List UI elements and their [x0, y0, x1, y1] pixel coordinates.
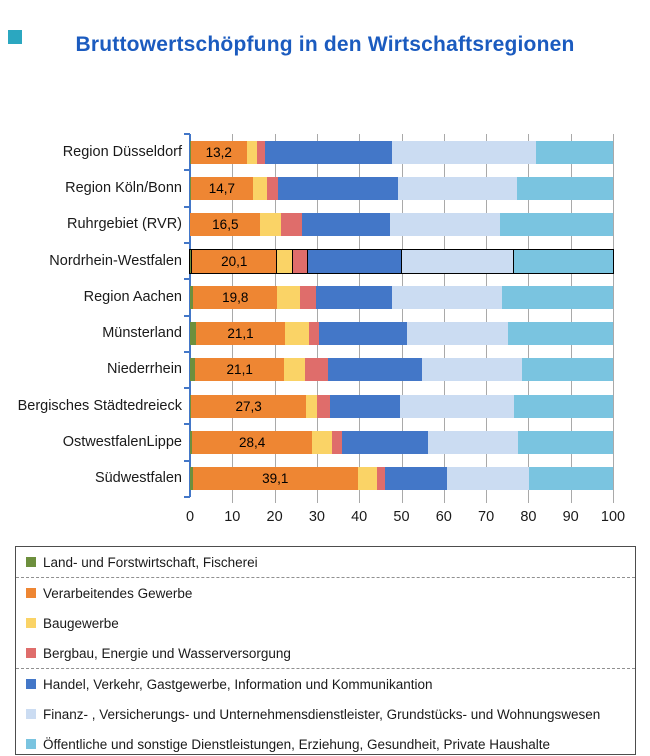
bar-segment: [390, 213, 501, 236]
bar-segment: [260, 213, 280, 236]
bar-segment: [293, 250, 307, 273]
legend-item-label: Verarbeitendes Gewerbe: [43, 585, 193, 601]
legend-item: [16, 638, 635, 668]
bar-segment: [267, 177, 279, 200]
legend: [15, 546, 636, 755]
bar-segment: [358, 467, 377, 490]
x-axis-tick-label: 30: [308, 509, 325, 525]
x-axis-tick-label: 60: [435, 509, 452, 525]
bar-segment: [253, 177, 267, 200]
bar-segment: [400, 395, 514, 418]
bar-segment: [522, 358, 613, 381]
legend-item-label: Handel, Verkehr, Gastgewerbe, Information und Kommunikantion: [43, 676, 433, 692]
bar-value-label: 21,1: [227, 326, 254, 342]
y-axis-tick: [184, 169, 190, 171]
legend-item: [16, 608, 635, 638]
category-label: Niederrhein: [107, 361, 182, 378]
bar-value-label: 13,2: [205, 144, 232, 160]
bar-segment: [328, 358, 422, 381]
bar-segment: [319, 322, 406, 345]
bar-segment: [529, 467, 613, 490]
bar-segment: [285, 322, 309, 345]
bar-segment: [265, 141, 392, 164]
bar-segment: [422, 358, 522, 381]
legend-item: [16, 669, 635, 699]
y-axis-tick: [184, 242, 190, 244]
bar-segment: [500, 213, 613, 236]
bar-row: [190, 358, 613, 381]
bar-segment: [305, 358, 329, 381]
bar-value-label: 27,3: [235, 398, 262, 414]
bar-row: [190, 213, 613, 236]
y-axis-tick: [184, 423, 190, 425]
legend-item: [16, 578, 635, 608]
bar-row: [190, 467, 613, 490]
bar-segment: [398, 177, 517, 200]
bar-segment: [536, 141, 613, 164]
bar-value-label: 14,7: [208, 180, 236, 196]
bar-segment: [317, 395, 330, 418]
bar-row: [190, 250, 613, 273]
legend-item-label: Öffentliche und sonstige Dienstleistungen, Erziehung, Gesundheit, Private Haushalte: [43, 736, 551, 752]
category-label: Münsterland: [102, 325, 182, 342]
plot-area: [17, 134, 626, 525]
bar-segment: [302, 213, 389, 236]
x-axis-tick-label: 20: [266, 509, 283, 525]
bar-segment: [377, 467, 385, 490]
legend-item-label: Finanz- , Versicherungs- und Unternehmensdienstleister, Grundstücks- und Wohnungswesen: [43, 706, 601, 722]
legend-swatch-icon: [26, 648, 36, 658]
bar-segment: [308, 250, 403, 273]
legend-swatch-icon: [26, 618, 36, 628]
bar-row: [190, 177, 613, 200]
legend-item-label: Baugewerbe: [43, 615, 119, 631]
bar-segment: [330, 395, 400, 418]
legend-swatch-icon: [26, 557, 36, 567]
y-axis-tick: [184, 387, 190, 389]
category-label: Region Düsseldorf: [62, 143, 182, 160]
bar-segment: [316, 286, 392, 309]
y-axis-tick: [184, 351, 190, 353]
legend-item: [16, 729, 635, 756]
x-axis-tick-label: 50: [393, 509, 410, 525]
x-axis-tick-label: 100: [600, 509, 626, 525]
bar-segment: [281, 213, 303, 236]
bar-segment: [306, 395, 317, 418]
bar-segment: [514, 395, 613, 418]
y-axis-tick: [184, 133, 190, 135]
bar-segment: [342, 431, 427, 454]
bar-segment: [502, 286, 613, 309]
bar-segment: [508, 322, 613, 345]
bar-segment: [392, 286, 502, 309]
bar-value-label: 19,8: [222, 289, 249, 305]
legend-item: [16, 699, 635, 729]
legend-item: [16, 547, 635, 577]
legend-item-label: Bergbau, Energie und Wasserversorgung: [43, 645, 291, 661]
bar-segment: [428, 431, 519, 454]
legend-swatch-icon: [26, 588, 36, 598]
bar-value-label: 28,4: [239, 435, 266, 451]
bar-segment: [312, 431, 331, 454]
gridline: [613, 134, 614, 503]
bar-segment: [277, 286, 300, 309]
bar-segment: [309, 322, 319, 345]
legend-swatch-icon: [26, 739, 36, 749]
bar-segment: [392, 141, 536, 164]
x-axis-tick-label: 10: [224, 509, 241, 525]
bar-row: [190, 141, 613, 164]
bar-segment: [278, 177, 398, 200]
category-label: Südwestfalen: [94, 470, 182, 487]
bar-value-label: 16,5: [212, 217, 239, 233]
bar-segment: [402, 250, 514, 273]
y-axis-tick: [184, 206, 190, 208]
x-axis-tick-label: 80: [520, 509, 537, 525]
x-axis-tick-label: 70: [478, 509, 495, 525]
x-axis-tick-label: 0: [185, 509, 195, 525]
chart-title: Bruttowertschöpfung in den Wirtschaftsregionen: [75, 33, 575, 56]
category-label: Bergisches Städtedreieck: [17, 397, 182, 414]
bar-segment: [277, 250, 293, 273]
bar-segment: [257, 141, 265, 164]
bar-segment: [247, 141, 257, 164]
y-axis-tick: [184, 496, 190, 498]
x-axis-tick-label: 90: [562, 509, 579, 525]
category-label: Region Aachen: [83, 288, 182, 305]
bar-segment: [407, 322, 509, 345]
bar-segment: [517, 177, 613, 200]
category-label: Nordrhein-Westfalen: [49, 252, 182, 269]
bar-segment: [284, 358, 304, 381]
bar-segment: [385, 467, 447, 490]
x-axis-tick-label: 40: [351, 509, 368, 525]
bar-segment: [518, 431, 613, 454]
bar-segment: [514, 250, 613, 273]
y-axis-tick: [184, 460, 190, 462]
legend-item-label: Land- und Forstwirtschaft, Fischerei: [43, 554, 258, 570]
bar-row: [190, 286, 613, 309]
y-axis-tick: [184, 315, 190, 317]
bar-value-label: 39,1: [262, 471, 289, 487]
bar-value-label: 20,1: [221, 253, 248, 269]
category-label: OstwestfalenLippe: [62, 434, 182, 451]
bar-segment: [447, 467, 529, 490]
y-axis-tick: [184, 278, 190, 280]
legend-swatch-icon: [26, 679, 36, 689]
legend-swatch-icon: [26, 709, 36, 719]
category-label: Ruhrgebiet (RVR): [67, 216, 182, 233]
bar-segment: [300, 286, 316, 309]
bar-value-label: 21,1: [226, 362, 253, 378]
bar-segment: [332, 431, 343, 454]
category-label: Region Köln/Bonn: [65, 179, 182, 196]
